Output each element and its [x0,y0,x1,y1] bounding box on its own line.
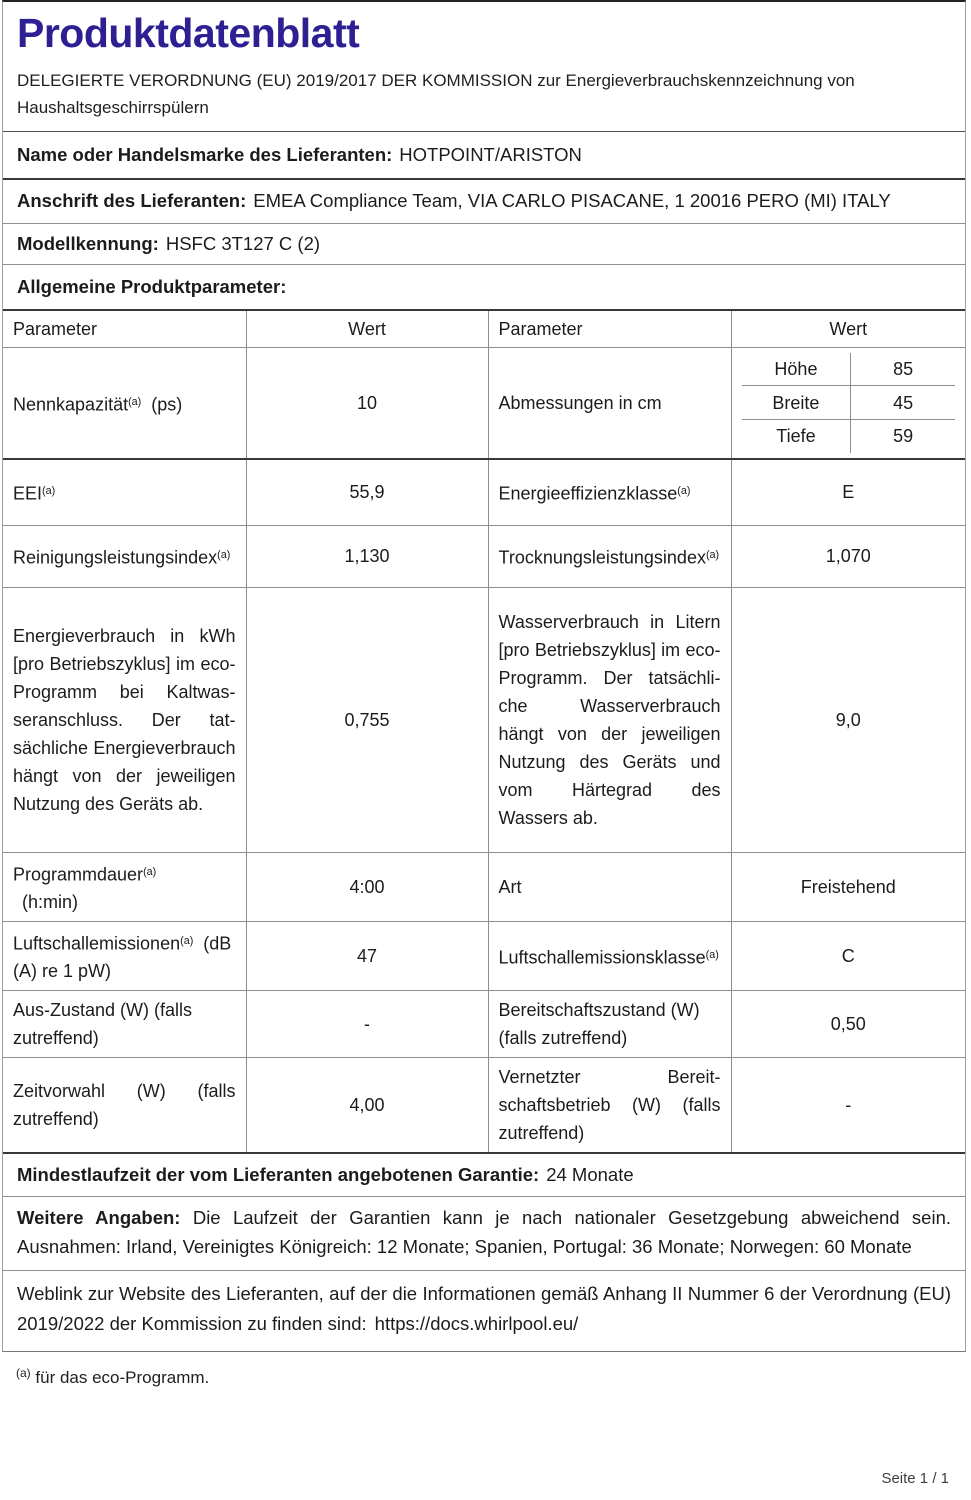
model-id-value: HSFC 3T127 C (2) [165,233,321,254]
dim-tiefe-value: 59 [850,420,955,453]
weblink-text: Weblink zur Website des Lieferanten, auf der die Informationen gemäß Anhang II Nummer 6 der Verordnung (EU) 2019/2022 der Kommission zu finden sind: [17,1283,951,1335]
value-trocknungsindex: 1,070 [731,525,965,587]
supplier-address-row [3,178,965,223]
param-abmessungen: Abmessungen in cm [488,348,731,460]
datasheet-frame [2,0,966,1352]
param-energieeffizienzklasse: Energieeffizienzklasse$^{(a)}$ [488,459,731,525]
footnote-marker: (a) [705,949,719,962]
param-nennkapazitaet: Nennkapazität$^{(a)}$ (ps) [3,348,246,460]
footnote-eco-programme: $^{(a)}$ für das eco-Programm. [16,1366,210,1387]
dim-breite-label: Breite [742,386,851,419]
param-programmdauer: Programmdauer$^{(a)}$ (h:min) [3,852,246,921]
param-trocknungsindex: Trocknungsleistungsindex$^{(a)}$ [488,525,731,587]
table-row-capacity-dimensions [3,348,965,460]
model-id-label: Modellkennung: [17,233,159,254]
table-row-eei-class [3,459,965,525]
general-parameters-heading: Allgemeine Produktparameter: [3,264,965,309]
header-wert-2: Wert [731,310,965,348]
param-aus-zustand: Aus-Zustand (W) (falls zutreffend) [3,991,246,1058]
param-zeitvorwahl: Zeitvorwahl (W) (falls zutreffend) [3,1058,246,1154]
dim-breite-value: 45 [850,386,955,419]
warranty-row [3,1154,965,1196]
value-wasserverbrauch: 9,0 [731,587,965,852]
value-programmdauer: 4:00 [246,852,488,921]
supplier-address-value: EMEA Compliance Team, VIA CARLO PISACANE, 1 20016 PERO (MI) ITALY [253,190,891,211]
value-nennkapazitaet: 10 [246,348,488,460]
weblink-row [3,1270,965,1351]
param-bereitschaftszustand: Bereitschaftszustand (W) (falls zutreffend) [488,991,731,1058]
value-bereitschaftszustand: 0,50 [731,991,965,1058]
page-indicator: Seite 1 / 1 [881,1470,949,1487]
value-zeitvorwahl: 4,00 [246,1058,488,1154]
table-row-off-standby [3,991,965,1058]
param-luftschallklasse: Luftschallemissionsklasse$^{(a)}$ [488,922,731,991]
dimensions-subtable [731,348,965,460]
value-art: Freistehend [731,852,965,921]
dim-hoehe-label: Höhe [742,353,851,386]
value-reinigungsindex: 1,130 [246,525,488,587]
table-row-energy-water-consumption [3,587,965,852]
footnote-marker: (a) [143,865,157,878]
param-wasserverbrauch: Wasserverbrauch in Litern [pro Betriebszyklus] im eco-Programm. Der tatsächliche Wasserverbrauch hängt von der jeweiligen Nutzung des Geräts und vom Härtegrad des Wassers ab. [488,587,731,852]
footnote-marker: (a) [705,548,720,561]
param-luftschallemissionen: Luftschallemissionen$^{(a)}$ (dB (A) re 1 pW) [3,922,246,991]
warranty-value: 24 Monate [546,1164,634,1186]
value-aus-zustand: - [246,991,488,1058]
footnote-marker: (a) [217,548,231,561]
warranty-label: Mindestlaufzeit der vom Lieferanten angebotenen Garantie: [17,1164,540,1186]
dim-hoehe-value: 85 [850,353,955,386]
footnote-marker: (a) [16,1366,31,1380]
param-energieverbrauch: Energieverbrauch in kWh [pro Betriebszyklus] im eco-Programm bei Kaltwasseranschluss. Der tatsächliche Energieverbrauch hängt von der jeweiligen Nutzung des Geräts ab. [3,587,246,852]
additional-info-text: Die Laufzeit der Garantien kann je nach nationaler Gesetzgebung abweichend sein. Ausnahmen: Irland, Vereinigtes Königreich: 12 Monate; Spanien, Portugal: 36 Monate; Norwegen: 60 Monate [17,1207,951,1258]
param-vernetzter-bereitschaftsbetrieb: Vernetzter Bereitschaftsbetrieb (W) (falls zutreffend) [488,1058,731,1154]
header-wert-1: Wert [246,310,488,348]
param-art: Art [488,852,731,921]
param-reinigungsindex: Reinigungsleistungsindex$^{(a)}$ [3,525,246,587]
table-row-duration-type [3,852,965,921]
param-eei: EEI$^{(a)}$ [3,459,246,525]
value-eei: 55,9 [246,459,488,525]
supplier-name-row [3,131,965,178]
table-header-row [3,310,965,348]
header-parameter-2: Parameter [488,310,731,348]
table-row-cleaning-drying-index [3,525,965,587]
supplier-name-value: HOTPOINT/ARISTON [399,144,582,165]
value-energieeffizienzklasse: E [731,459,965,525]
footnote-marker: (a) [42,485,56,498]
additional-info-row [3,1196,965,1270]
supplier-address-label: Anschrift des Lieferanten: [17,190,247,211]
dim-tiefe-label: Tiefe [776,426,816,447]
regulation-subtitle: DELEGIERTE VERORDNUNG (EU) 2019/2017 DER KOMMISSION zur Energieverbrauchskennzeichnung von Haushaltsgeschirrspülern [17,71,855,117]
value-vernetzter-bereitschaftsbetrieb: - [731,1058,965,1154]
parameters-table [3,309,965,1154]
page-title: Produktdatenblatt [17,10,360,56]
header-block [3,2,965,131]
supplier-website-link[interactable]: https://docs.whirlpool.eu/ [374,1313,579,1335]
value-luftschallemissionen: 47 [246,922,488,991]
header-parameter-1: Parameter [3,310,246,348]
footnote-marker: (a) [677,485,691,498]
value-energieverbrauch: 0,755 [246,587,488,852]
value-luftschallklasse: C [731,922,965,991]
table-row-delay-networked-standby [3,1058,965,1154]
footnote-marker: (a) [180,935,194,948]
table-row-noise [3,922,965,991]
footnote-marker: (a) [128,395,142,408]
additional-info-label: Weitere Angaben: [17,1207,181,1229]
model-id-row [3,223,965,264]
supplier-name-label: Name oder Handelsmarke des Lieferanten: [17,144,393,165]
